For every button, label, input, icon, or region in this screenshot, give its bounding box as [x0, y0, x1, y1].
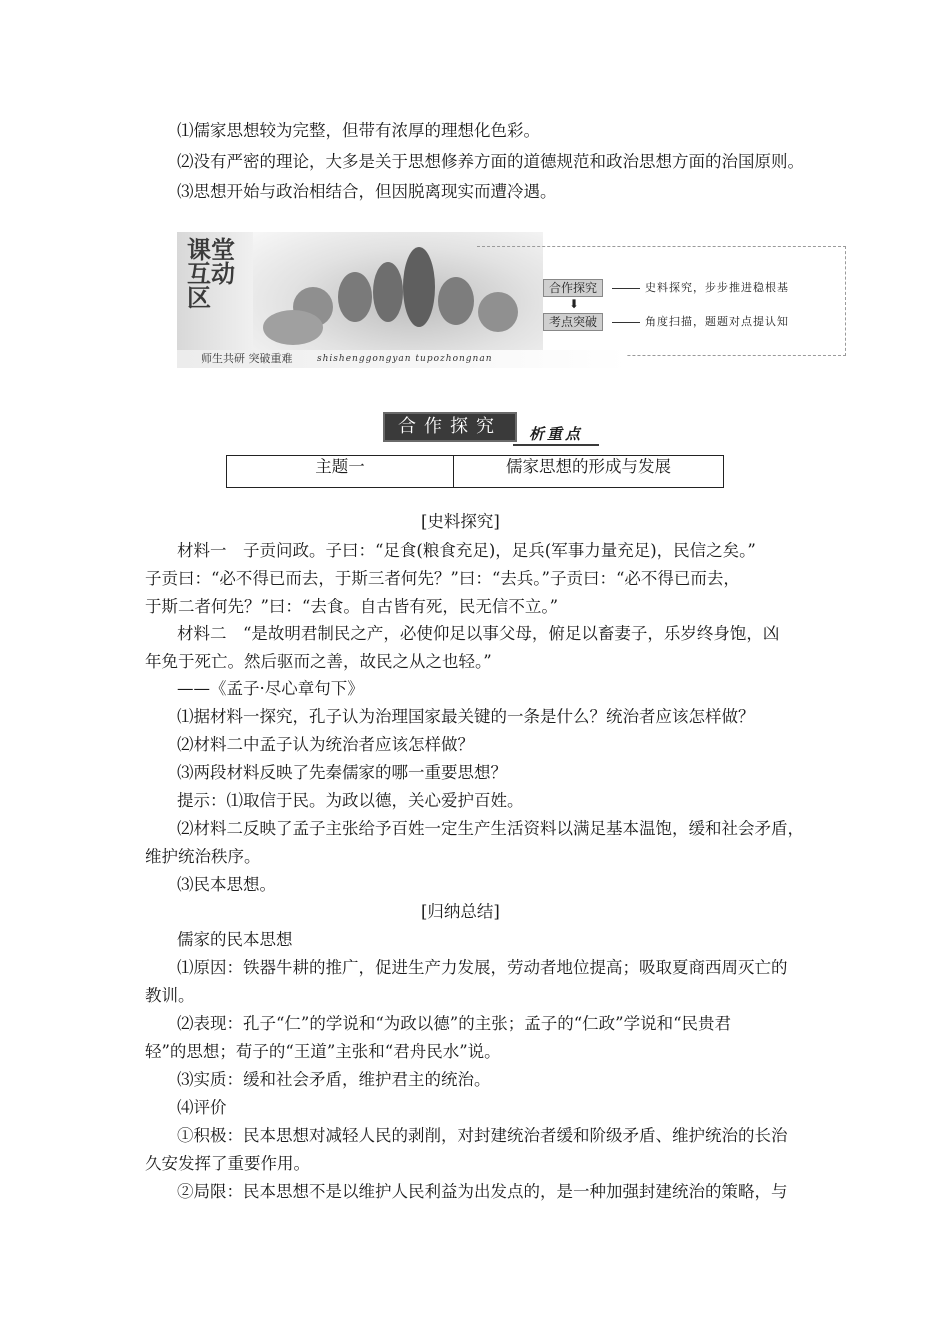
summary-3: ⑶实质：缓和社会矛盾，维护君主的统治。: [177, 1070, 491, 1089]
point-2: ⑵没有严密的理论，大多是关于思想修养方面的道德规范和政治思想方面的治国原则。: [177, 152, 804, 171]
material-2-line-2: 年免于死亡。然后驱而之善，故民之从之也轻。”: [145, 652, 492, 671]
classroom-interaction-banner: [177, 232, 847, 368]
answer-1: 提示：⑴取信于民。为政以德，关心爱护百姓。: [177, 791, 524, 810]
topic-label: 主题一: [227, 456, 454, 488]
summary-4: ⑷评价: [177, 1098, 227, 1117]
question-1: ⑴据材料一探究，孔子认为治理国家最关键的一条是什么？统治者应该怎样做？: [177, 707, 755, 726]
answer-2-line-2: 维护统治秩序。: [145, 847, 261, 866]
banner-title-panel: [177, 232, 253, 368]
summary-1-line-2: 教训。: [145, 986, 195, 1005]
summary-title: 儒家的民本思想: [177, 930, 293, 949]
tag1-description: 史料探究，步步推进稳根基: [645, 281, 789, 294]
section-header: [383, 412, 599, 446]
heading-source-inquiry: [史料探究]: [421, 512, 500, 531]
banner-subtitle: [177, 350, 627, 368]
answer-2-line-1: ⑵材料二反映了孟子主张给予百姓一定生产生活资料以满足基本温饱，缓和社会矛盾，: [177, 819, 804, 838]
material-1-line-2: 子贡曰：“必不得已而去，于斯三者何先？”曰：“去兵。”子贡曰：“必不得已而去，: [145, 569, 740, 588]
material-1-line-1: 材料一 子贡问政。子曰：“足食(粮食充足)，足兵(军事力量充足)，民信之矣。”: [177, 541, 756, 560]
topic-table: [226, 455, 724, 488]
material-source: ——《孟子·尽心章句下》: [177, 679, 364, 698]
topic-title: 儒家思想的形成与发展: [454, 456, 724, 488]
summary-2-line-1: ⑵表现：孔子“仁”的学说和“为政以德”的主张；孟子的“仁政”学说和“民贵君: [177, 1014, 732, 1033]
banner-subtitle-pinyin: shishenggongyan tupozhongnan: [317, 354, 493, 364]
answer-3: ⑶民本思想。: [177, 875, 276, 894]
heading-summary: [归纳总结]: [421, 902, 500, 921]
banner-title: 课堂互动区: [187, 236, 235, 312]
section-header-sub: 析重点: [513, 424, 599, 446]
evaluation-2-line-1: ②局限：民本思想不是以维护人民利益为出发点的，是一种加强封建统治的策略，与: [177, 1182, 788, 1201]
tag-key-breakthrough: 考点突破: [543, 313, 603, 331]
summary-1-line-1: ⑴原因：铁器牛耕的推广，促进生产力发展，劳动者地位提高；吸取夏商西周灭亡的: [177, 958, 788, 977]
material-2-line-1: 材料二 “是故明君制民之产，必使仰足以事父母，俯足以畜妻子，乐岁终身饱，凶: [177, 624, 780, 643]
section-header-main: 合作探究: [383, 412, 517, 442]
tag-cooperative-inquiry: 合作探究: [543, 279, 603, 297]
question-3: ⑶两段材料反映了先秦儒家的哪一重要思想？: [177, 763, 507, 782]
arrow-down-icon: ⬇: [569, 297, 580, 311]
tag2-description: 角度扫描，题题对点提认知: [645, 315, 789, 328]
banner-subtitle-cn: 师生共研 突破重难: [201, 352, 293, 365]
banner-right-panel: [477, 246, 846, 356]
point-3: ⑶思想开始与政治相结合，但因脱离现实而遭冷遇。: [177, 182, 557, 201]
material-1-line-3: 于斯二者何先？”曰：“去食。自古皆有死，民无信不立。”: [145, 597, 559, 616]
summary-2-line-2: 轻”的思想；荀子的“王道”主张和“君舟民水”说。: [145, 1042, 501, 1061]
point-1: ⑴儒家思想较为完整，但带有浓厚的理想化色彩。: [177, 121, 540, 140]
evaluation-1-line-1: ①积极：民本思想对减轻人民的剥削，对封建统治者缓和阶级矛盾、维护统治的长治: [177, 1126, 788, 1145]
question-2: ⑵材料二中孟子认为统治者应该怎样做？: [177, 735, 474, 754]
evaluation-1-line-2: 久安发挥了重要作用。: [145, 1154, 310, 1173]
